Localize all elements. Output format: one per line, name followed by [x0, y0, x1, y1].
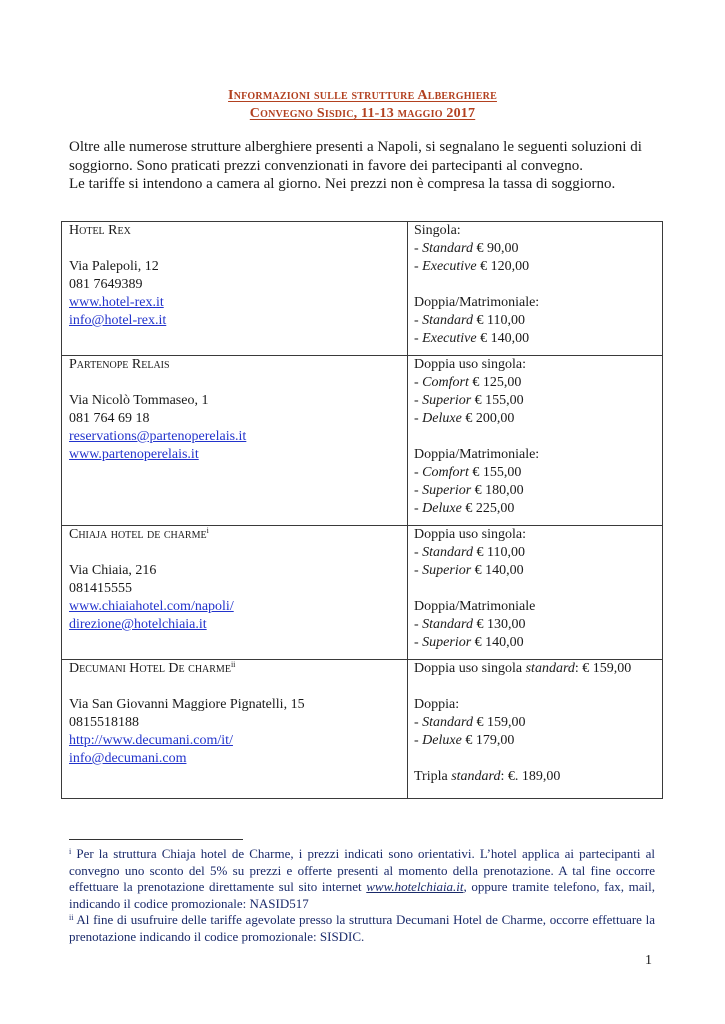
intro-line: soggiorno. Sono praticati prezzi convenzionati in favore dei partecipanti al convegno.	[69, 157, 583, 174]
hotel-website-link[interactable]: http://www.decumani.com/it/	[69, 733, 233, 748]
rate-line: - Standard € 110,00	[414, 313, 525, 328]
intro-line: Le tariffe si intendono a camera al giorno. Nei prezzi non è compresa la tassa di soggiorno.	[69, 176, 616, 192]
hotel-rates-cell	[408, 356, 663, 526]
hotel-row	[62, 356, 663, 526]
page-number: 1	[645, 953, 652, 968]
rate-line: - Comfort € 155,00	[414, 465, 522, 480]
hotel-phone: 081415555	[69, 581, 132, 596]
rate-heading: Tripla standard: €. 189,00	[414, 769, 561, 784]
hotel-info-cell	[62, 526, 408, 660]
footnotes	[69, 846, 655, 945]
rate-line: - Standard € 110,00	[414, 545, 525, 560]
rate-heading: Doppia uso singola:	[414, 357, 526, 372]
hotel-info-cell	[62, 222, 408, 356]
hotel-phone: 0815518188	[69, 715, 139, 730]
hotel-name: Partenope Relais	[69, 357, 170, 372]
intro-paragraph	[69, 138, 669, 194]
hotel-website-link[interactable]: www.chiaiahotel.com/napoli/	[69, 599, 234, 614]
hotel-phone: 081 7649389	[69, 277, 143, 292]
hotel-rates-cell	[408, 222, 663, 356]
hotel-email-link[interactable]: reservations@partenoperelais.it	[69, 429, 247, 444]
hotel-phone: 081 764 69 18	[69, 411, 150, 426]
rate-heading: Doppia/Matrimoniale:	[414, 295, 540, 310]
hotel-row	[62, 526, 663, 660]
footnote-item: $^{ii}$ Al fine di usufruire delle tariffe agevolate presso la struttura Decumani Hotel de Charme, occorre effettuare la prenotazione indicando il codice promozionale: SISDIC.	[69, 912, 655, 944]
hotel-name: Chiaja hotel de charme$^i$	[69, 526, 209, 542]
hotel-email-link[interactable]: info@hotel-rex.it	[69, 313, 167, 328]
hotel-address: Via Palepoli, 12	[69, 259, 159, 274]
hotel-name: Hotel Rex	[69, 223, 131, 238]
rate-line: - Comfort € 125,00	[414, 375, 522, 390]
rate-line: - Standard € 159,00	[414, 715, 526, 730]
rate-line: - Superior € 180,00	[414, 483, 524, 498]
hotel-info-cell	[62, 356, 408, 526]
hotel-info-cell	[62, 660, 408, 799]
rate-line: - Executive € 120,00	[414, 259, 530, 274]
footnote-item: $^i$ Per la struttura Chiaja hotel de Charme, i prezzi indicati sono orientativi. L’hotel applica ai partecipanti al convegno uno sconto del 5% su prezzi e offerte presenti al momento della prenotazione. A tal fine occorre effettuare la prenotazione direttamente sul sito internet www.hotelchiaia.it, oppure tramite telefono, fax, mail, indicando il codice promozionale: NASID517	[69, 846, 655, 911]
rate-line: - Deluxe € 200,00	[414, 411, 515, 426]
rate-line: - Executive € 140,00	[414, 331, 530, 346]
intro-line: Oltre alle numerose strutture alberghiere presenti a Napoli, si segnalano le seguenti soluzioni di	[69, 139, 642, 155]
hotel-address: Via Nicolò Tommaseo, 1	[69, 393, 209, 408]
rate-heading: Doppia/Matrimoniale:	[414, 447, 540, 462]
hotel-address: Via Chiaia, 216	[69, 563, 157, 578]
rate-line: - Superior € 155,00	[414, 393, 524, 408]
hotel-email-link[interactable]: direzione@hotelchiaia.it	[69, 617, 207, 632]
rate-line: - Superior € 140,00	[414, 563, 524, 578]
footnote-ref[interactable]: ii	[230, 660, 236, 669]
rate-heading: Singola:	[414, 223, 461, 238]
rate-line: - Deluxe € 179,00	[414, 733, 515, 748]
rate-line: - Standard € 90,00	[414, 241, 519, 256]
rate-heading: Doppia/Matrimoniale	[414, 599, 536, 614]
hotel-rates-cell	[408, 526, 663, 660]
footnote-link[interactable]: www.hotelchiaia.it	[366, 879, 464, 894]
rate-line: - Superior € 140,00	[414, 635, 524, 650]
hotel-rates-cell	[408, 660, 663, 799]
document-title: Informazioni sulle strutture Alberghiere	[228, 88, 497, 103]
hotel-email-link[interactable]: info@decumani.com	[69, 751, 187, 766]
document-subtitle: Convegno Sisdic, 11-13 maggio 2017	[249, 106, 476, 121]
rate-line: - Standard € 130,00	[414, 617, 526, 632]
rate-heading: Doppia uso singola standard: € 159,00	[414, 661, 632, 676]
hotel-website-link[interactable]: www.partenoperelais.it	[69, 447, 199, 462]
hotels-table	[61, 221, 663, 799]
hotel-row	[62, 222, 663, 356]
hotel-address: Via San Giovanni Maggiore Pignatelli, 15	[69, 697, 305, 712]
footnote-ref[interactable]: i	[206, 526, 209, 535]
hotel-name: Decumani Hotel De charme$^{ii}$	[69, 660, 236, 676]
rate-heading: Doppia:	[414, 697, 460, 712]
rate-line: - Deluxe € 225,00	[414, 501, 515, 516]
hotel-website-link[interactable]: www.hotel-rex.it	[69, 295, 164, 310]
footnote-separator	[69, 839, 243, 840]
hotel-row	[62, 660, 663, 799]
rate-heading: Doppia uso singola:	[414, 527, 526, 542]
